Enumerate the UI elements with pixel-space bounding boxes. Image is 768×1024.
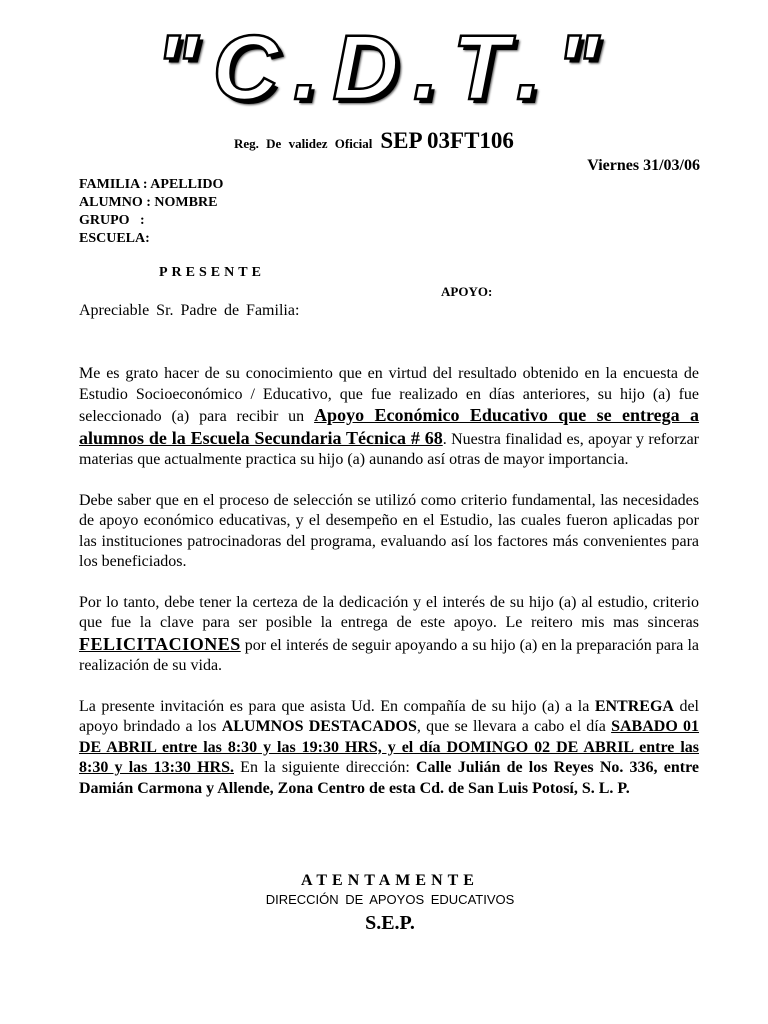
registro-oficial <box>234 128 514 154</box>
salutation: Apreciable Sr. Padre de Familia: <box>79 302 300 319</box>
p4-text-a: La presente invitación es para que asista Ud. En compañía de su hijo (a) a la <box>79 697 595 715</box>
sep-signature: S.E.P. <box>365 912 415 934</box>
document-date: Viernes 31/03/06 <box>587 157 700 174</box>
field-escuela: ESCUELA: <box>79 231 150 246</box>
p4-text-e: , que se llevara a cabo el día <box>416 718 612 735</box>
paragraph-1 <box>79 364 699 471</box>
reg-label: Reg. De validez Oficial <box>234 136 373 151</box>
atentamente: ATENTAMENTE <box>301 872 479 889</box>
p4-text-c: del apoyo brindado a los <box>79 697 699 735</box>
letter-body <box>79 364 699 819</box>
p3-text-end: por el interés de seguir apoyando a su hijo (a) en la preparación para la realización de su vida. <box>79 636 699 674</box>
reg-code: SEP 03FT106 <box>380 128 514 153</box>
p4-text-g: En la siguiente dirección: <box>233 759 416 776</box>
p1-text-end: . Nuestra finalidad es, apoyar y reforzar materias que actualmente practica su hijo (a) aunando así otras de mayor importancia. <box>79 430 699 468</box>
apoyo-label: APOYO: <box>441 284 493 299</box>
student-fields <box>79 176 223 248</box>
p3-text: Por lo tanto, debe tener la certeza de la dedicación y el interés de su hijo (a) al estudio, criterio que fue la clave para ser posible la entrega de este apoyo. Le reitero mis mas sinceras <box>79 593 699 631</box>
presente-heading: PRESENTE <box>159 265 265 280</box>
entrega-bold: ENTREGA <box>594 697 674 715</box>
event-address: Calle Julián de los Reyes No. 336, entre Damián Carmona y Allende, Zona Centro de esta Cd. de San Luis Potosí, S. L. P. <box>79 759 699 797</box>
event-dates: SABADO 01 DE ABRIL entre las 8:30 y las 19:30 HRS, y el día DOMINGO 02 DE ABRIL entre las 8:30 y las 13:30 HRS. <box>79 718 700 776</box>
paragraph-4 <box>79 697 699 800</box>
field-grupo: GRUPO : <box>79 213 145 228</box>
paragraph-2: Debe saber que en el proceso de selección se utilizó como criterio fundamental, las necesidades de apoyo económico educativas, y el desempeño en el Estudio, las cuales fueron aplicadas por las instituciones patrocinadoras del programa, evaluando así los factores más convenientes para los beneficiados. <box>79 491 699 570</box>
felicitaciones-highlight: FELICITACIONES <box>79 633 241 654</box>
paragraph-3 <box>79 593 699 677</box>
field-alumno: ALUMNO : NOMBRE <box>79 195 218 210</box>
p1-highlight: Apoyo Económico Educativo que se entrega a alumnos de la Escuela Secundaria Técnica # 68 <box>79 405 699 448</box>
cdt-logo-title: "C.D.T." <box>154 17 614 119</box>
alumnos-destacados-bold: ALUMNOS DESTACADOS <box>221 718 417 735</box>
field-familia: FAMILIA : APELLIDO <box>79 177 224 192</box>
p1-text: Me es grato hacer de su conocimiento que en virtud del resultado obtenido en la encuesta de Estudio Socioeconómico / Educativo, que fue realizado en días anteriores, su hijo (a) fue seleccionado (a) para recibir un <box>79 365 699 425</box>
direccion-apoyos: DIRECCIÓN DE APOYOS EDUCATIVOS <box>265 892 515 907</box>
